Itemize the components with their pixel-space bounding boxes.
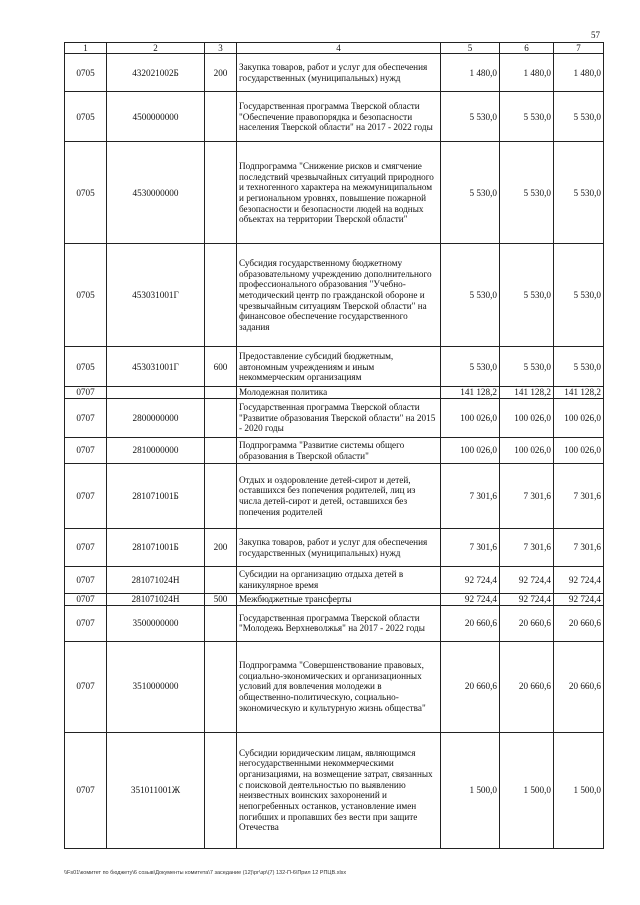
- target-article-code: 432021002Б: [107, 54, 205, 92]
- section-code: 0707: [65, 464, 107, 529]
- amount-col-7: 5 530,0: [554, 347, 604, 387]
- amount-col-7: 7 301,6: [554, 529, 604, 567]
- description: Предоставление субсидий бюджетным, автономным учреждениям и иным некоммерческим организациям: [237, 347, 441, 387]
- amount-col-5: 1 500,0: [441, 732, 500, 848]
- section-code: 0707: [65, 732, 107, 848]
- amount-col-6: 7 301,6: [500, 464, 554, 529]
- expense-type-code: [205, 387, 237, 399]
- amount-col-6: 5 530,0: [500, 142, 554, 244]
- amount-col-5: 20 660,6: [441, 605, 500, 641]
- description: Межбюджетные трансферты: [237, 594, 441, 606]
- section-code: 0705: [65, 54, 107, 92]
- table-row: [65, 464, 604, 529]
- amount-col-5: 5 530,0: [441, 347, 500, 387]
- table-row: [65, 244, 604, 347]
- expense-type-code: 200: [205, 54, 237, 92]
- amount-col-6: 20 660,6: [500, 605, 554, 641]
- target-article-code: 351011001Ж: [107, 732, 205, 848]
- header-col-6: 6: [500, 43, 554, 54]
- table-row: [65, 142, 604, 244]
- amount-col-6: 5 530,0: [500, 347, 554, 387]
- target-article-code: 281071024Н: [107, 567, 205, 594]
- section-code: 0705: [65, 347, 107, 387]
- amount-col-7: 5 530,0: [554, 244, 604, 347]
- amount-col-7: 1 480,0: [554, 54, 604, 92]
- description: Субсидия государственному бюджетному образовательному учреждению дополнительного профессионального образования "Учебно-методический центр по гражданской обороне и чрезвычайным ситуациям Тверской области" на финансовое обеспечение государственного задания: [237, 244, 441, 347]
- table-row: [65, 54, 604, 92]
- description: Государственная программа Тверской области "Молодежь Верхневолжья" на 2017 - 2022 годы: [237, 605, 441, 641]
- amount-col-5: 1 480,0: [441, 54, 500, 92]
- page-number: 57: [591, 30, 600, 40]
- header-col-5: 5: [441, 43, 500, 54]
- budget-table: [64, 42, 604, 849]
- amount-col-7: 20 660,6: [554, 605, 604, 641]
- amount-col-5: 100 026,0: [441, 438, 500, 464]
- amount-col-5: 100 026,0: [441, 399, 500, 438]
- header-col-1: 1: [65, 43, 107, 54]
- header-col-7: 7: [554, 43, 604, 54]
- amount-col-6: 5 530,0: [500, 244, 554, 347]
- amount-col-5: 7 301,6: [441, 529, 500, 567]
- amount-col-6: 1 500,0: [500, 732, 554, 848]
- table-row: [65, 399, 604, 438]
- amount-col-7: 1 500,0: [554, 732, 604, 848]
- section-code: 0707: [65, 594, 107, 606]
- target-article-code: 453031001Г: [107, 244, 205, 347]
- section-code: 0707: [65, 641, 107, 732]
- header-row: [65, 43, 604, 54]
- amount-col-7: 100 026,0: [554, 438, 604, 464]
- expense-type-code: [205, 605, 237, 641]
- header-col-4: 4: [237, 43, 441, 54]
- description: Закупка товаров, работ и услуг для обеспечения государственных (муниципальных) нужд: [237, 529, 441, 567]
- section-code: 0707: [65, 529, 107, 567]
- description: Отдых и оздоровление детей-сирот и детей, оставшихся без попечения родителей, лиц из числа детей-сирот и детей, оставшихся без попечения родителей: [237, 464, 441, 529]
- amount-col-7: 141 128,2: [554, 387, 604, 399]
- target-article-code: 4500000000: [107, 92, 205, 142]
- amount-col-6: 100 026,0: [500, 438, 554, 464]
- section-code: 0705: [65, 142, 107, 244]
- amount-col-6: 20 660,6: [500, 641, 554, 732]
- expense-type-code: [205, 438, 237, 464]
- description: Субсидии юридическим лицам, являющимся негосударственными некоммерческими организациями, на возмещение затрат, связанных с поисковой деятельностью по выявлению неизвестных воинских захоронений и непогребенных останков, установление имен погибших и пропавших без вести при защите Отечества: [237, 732, 441, 848]
- table-row: [65, 567, 604, 594]
- target-article-code: 281071001Б: [107, 464, 205, 529]
- description: Государственная программа Тверской области "Развитие образования Тверской области" на 2015 - 2020 годы: [237, 399, 441, 438]
- expense-type-code: [205, 567, 237, 594]
- amount-col-5: 92 724,4: [441, 567, 500, 594]
- section-code: 0705: [65, 92, 107, 142]
- expense-type-code: [205, 732, 237, 848]
- table-row: [65, 92, 604, 142]
- amount-col-6: 7 301,6: [500, 529, 554, 567]
- amount-col-7: 100 026,0: [554, 399, 604, 438]
- table-row: [65, 529, 604, 567]
- amount-col-5: 92 724,4: [441, 594, 500, 606]
- section-code: 0707: [65, 605, 107, 641]
- section-code: 0707: [65, 567, 107, 594]
- description: Государственная программа Тверской области "Обеспечение правопорядка и безопасности населения Тверской области" на 2017 - 2022 годы: [237, 92, 441, 142]
- target-article-code: 3500000000: [107, 605, 205, 641]
- table-row: [65, 347, 604, 387]
- target-article-code: [107, 387, 205, 399]
- amount-col-5: 7 301,6: [441, 464, 500, 529]
- amount-col-5: 5 530,0: [441, 244, 500, 347]
- amount-col-5: 141 128,2: [441, 387, 500, 399]
- expense-type-code: 600: [205, 347, 237, 387]
- header-col-2: 2: [107, 43, 205, 54]
- target-article-code: 2800000000: [107, 399, 205, 438]
- amount-col-7: 7 301,6: [554, 464, 604, 529]
- description: Закупка товаров, работ и услуг для обеспечения государственных (муниципальных) нужд: [237, 54, 441, 92]
- description: Подпрограмма "Снижение рисков и смягчение последствий чрезвычайных ситуаций природного и техногенного характера на межмуниципальном и региональном уровнях, повышение пожарной безопасности и безопасности людей на водных объектах на территории Тверской области": [237, 142, 441, 244]
- amount-col-5: 5 530,0: [441, 92, 500, 142]
- amount-col-5: 20 660,6: [441, 641, 500, 732]
- expense-type-code: [205, 142, 237, 244]
- amount-col-7: 20 660,6: [554, 641, 604, 732]
- target-article-code: 2810000000: [107, 438, 205, 464]
- table-row: [65, 732, 604, 848]
- table-row: [65, 438, 604, 464]
- target-article-code: 281071001Б: [107, 529, 205, 567]
- expense-type-code: 500: [205, 594, 237, 606]
- table-row: [65, 641, 604, 732]
- amount-col-6: 92 724,4: [500, 594, 554, 606]
- description: Подпрограмма "Развитие системы общего образования в Тверской области": [237, 438, 441, 464]
- table-row: [65, 594, 604, 606]
- section-code: 0707: [65, 438, 107, 464]
- expense-type-code: [205, 641, 237, 732]
- amount-col-7: 5 530,0: [554, 142, 604, 244]
- amount-col-6: 100 026,0: [500, 399, 554, 438]
- description: Молодежная политика: [237, 387, 441, 399]
- amount-col-6: 1 480,0: [500, 54, 554, 92]
- expense-type-code: [205, 399, 237, 438]
- section-code: 0705: [65, 244, 107, 347]
- amount-col-5: 5 530,0: [441, 142, 500, 244]
- description: Подпрограмма "Совершенствование правовых, социально-экономических и организационных условий для вовлечения молодежи в общественно-политическую, социально-экономическую и культурную жизнь общества": [237, 641, 441, 732]
- target-article-code: 3510000000: [107, 641, 205, 732]
- table-row: [65, 605, 604, 641]
- target-article-code: 281071024Н: [107, 594, 205, 606]
- expense-type-code: 200: [205, 529, 237, 567]
- amount-col-6: 141 128,2: [500, 387, 554, 399]
- expense-type-code: [205, 92, 237, 142]
- amount-col-6: 5 530,0: [500, 92, 554, 142]
- file-path-footer: \\Fs01\комитет по бюджету\6 созыв\Документы комитета\7 заседание (12)\рг\зр\(7) 132-П-6\Прил 12 РПЦВ.xlsx: [64, 870, 347, 876]
- amount-col-6: 92 724,4: [500, 567, 554, 594]
- expense-type-code: [205, 464, 237, 529]
- section-code: 0707: [65, 387, 107, 399]
- table-row: [65, 387, 604, 399]
- amount-col-7: 5 530,0: [554, 92, 604, 142]
- expense-type-code: [205, 244, 237, 347]
- header-col-3: 3: [205, 43, 237, 54]
- amount-col-7: 92 724,4: [554, 567, 604, 594]
- target-article-code: 4530000000: [107, 142, 205, 244]
- section-code: 0707: [65, 399, 107, 438]
- amount-col-7: 92 724,4: [554, 594, 604, 606]
- target-article-code: 453031001Г: [107, 347, 205, 387]
- description: Субсидии на организацию отдыха детей в каникулярное время: [237, 567, 441, 594]
